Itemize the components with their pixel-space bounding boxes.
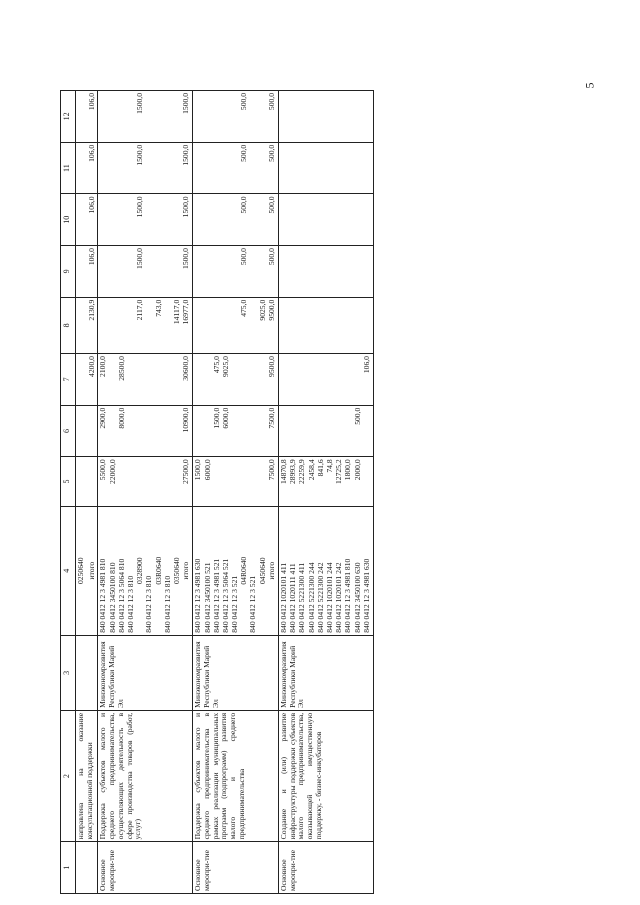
total-value: 500,0 [266, 248, 276, 266]
value-cell [193, 142, 279, 194]
total-value: 1500,0 [181, 93, 191, 114]
value-cell [193, 354, 279, 406]
total-value: 500,0 [266, 144, 276, 162]
code-line: 840 0412 12 3 810 [144, 575, 154, 633]
total-value: 1500,0 [181, 248, 191, 269]
value: 2100,0 [98, 356, 108, 377]
value-cell: 106,0 [76, 246, 98, 298]
header-cell: 9 [61, 246, 76, 298]
value: 14870,8 [279, 459, 288, 485]
value: 500,0 [239, 248, 249, 266]
header-cell: 6 [61, 405, 76, 457]
total-label: итого [87, 506, 98, 635]
code-line: 840 0412 12 3 810 [126, 575, 135, 633]
code-line: 03R0640 [153, 556, 163, 585]
total-value: 1500,0 [181, 144, 191, 166]
code-line: 840 0412 12 3 810 [162, 575, 172, 633]
code-line: 840 0412 12 3 5064 810 [116, 558, 126, 633]
total-value: 9500,0 [266, 299, 276, 321]
value-cell [279, 405, 374, 457]
value: 500,0 [239, 144, 249, 162]
value: 1500,0 [135, 196, 145, 218]
measure-name: направлена на оказание консультационной поддержки [76, 710, 98, 841]
total-value: 27500,0 [181, 459, 191, 485]
budget-table [60, 90, 374, 894]
code-line: 840 0412 12 3 5064 521 [220, 558, 230, 633]
code-line: 840 0412 12 3 4981 810 [98, 558, 108, 633]
value-cell: 106,0 [76, 142, 98, 194]
code-line: 840 0412 5221300 242 [315, 562, 325, 633]
code-line: 840 0412 5221300 411 [297, 562, 307, 633]
value: 12725,2 [334, 459, 344, 485]
value-cell: 106,0 [76, 194, 98, 246]
value: 743,0 [153, 299, 163, 317]
value: 9025,0 [220, 356, 230, 377]
code-list [193, 506, 279, 635]
header-cell: 3 [61, 635, 76, 710]
value: 1500,0 [135, 93, 145, 114]
header-cell: 5 [61, 457, 76, 506]
value: 28500,0 [116, 356, 126, 381]
value: 1500,0 [193, 459, 203, 481]
total-value: 7500,0 [266, 407, 276, 429]
value: 6000,0 [220, 407, 230, 429]
table-row [279, 91, 374, 894]
value: 22000,0 [107, 459, 117, 485]
code-line: 0450640 [257, 557, 267, 584]
code-line: 0328900 [135, 557, 145, 584]
executor: Минэкономразвития Республики Марий Эл [193, 635, 279, 710]
code-line: 840 0412 1020101 244 [324, 562, 334, 633]
code-line: 04R0640 [239, 556, 249, 585]
header-row [61, 91, 76, 894]
value: 475,0 [239, 299, 249, 317]
measure-name: Создание и (или) развитие инфраструктуры поддержки субъектов малого предпринимательства, оказывающей имущественную поддержку, - бизнес-инкубаторов [279, 710, 374, 841]
measure-name: Поддержка субъектов малого и среднего предпринимательства, осуществляющих деятельность в сфере производства товаров (работ, услуг) [98, 710, 193, 841]
value: 9025,0 [257, 299, 267, 321]
code-line: 840 0412 12 3 521 [248, 575, 258, 633]
value-cell [193, 457, 279, 506]
code-line: 840 0412 12 3 4981 521 [211, 558, 221, 633]
total-label: итого [266, 561, 276, 580]
measure-kind: Основное меропри-тие [98, 842, 193, 894]
value-cell [98, 354, 193, 406]
value: 8000,0 [116, 407, 126, 429]
value-cell [279, 354, 374, 406]
code-line: 840 0412 3450100 630 [352, 562, 362, 633]
value-cell [98, 457, 193, 506]
value: 500,0 [239, 196, 249, 214]
header-cell: 12 [61, 91, 76, 143]
header-cell: 10 [61, 194, 76, 246]
header-cell: 8 [61, 297, 76, 353]
value: 2900,0 [98, 407, 108, 429]
code-line: 840 0412 12 3 4981 630 [193, 558, 203, 633]
measure-kind: Основное меропри-тие [193, 842, 279, 894]
value-cell [193, 246, 279, 298]
code-list [98, 506, 193, 635]
code-line: 840 0412 12 3 521 [230, 575, 240, 633]
value: 2458,4 [306, 459, 316, 481]
value: 28993,9 [288, 459, 298, 485]
code-line: 0350640 [171, 557, 181, 584]
header-cell: 4 [61, 506, 76, 635]
total-label: итого [181, 561, 191, 580]
value: 500,0 [352, 407, 362, 425]
total-value: 9500,0 [266, 356, 276, 377]
code-list [279, 506, 374, 635]
value-cell: 4200,0 [76, 354, 98, 406]
value-cell [193, 297, 279, 353]
value-cell [193, 194, 279, 246]
value-cell: 106,0 [76, 91, 98, 143]
value-cell [98, 91, 193, 143]
value-cell [98, 246, 193, 298]
value: 1500,0 [135, 248, 145, 269]
value: 1500,0 [211, 407, 221, 429]
header-cell: 11 [61, 142, 76, 194]
value: 14117,0 [171, 299, 181, 325]
value: 841,6 [315, 459, 325, 477]
header-cell: 7 [61, 354, 76, 406]
code-line: 840 0412 12 3 4981 810 [343, 558, 353, 633]
value-cell [98, 194, 193, 246]
value: 475,0 [211, 356, 221, 374]
value: 74,8 [324, 459, 334, 473]
table-row [76, 91, 87, 894]
header-cell: 2 [61, 710, 76, 841]
value: 22259,9 [297, 459, 307, 485]
total-value: 10900,0 [181, 407, 191, 433]
total-value: 500,0 [266, 196, 276, 214]
measure-kind: Основное меропри-тие [279, 842, 374, 894]
code-line: 840 0412 3450100 810 [107, 562, 117, 633]
table-row [193, 91, 279, 894]
total-value: 16977,0 [181, 299, 191, 325]
rotated-table-sheet [60, 90, 512, 894]
executor: Минэкономразвития Республики Марий Эл [279, 635, 374, 710]
value-cell [98, 297, 193, 353]
value-cell [193, 405, 279, 457]
value-cell [279, 457, 374, 506]
executor: Минэкономразвития Республики Марий Эл [98, 635, 193, 710]
code-line: 840 0412 1020111 411 [288, 563, 298, 633]
code-line: 840 0412 1020101 411 [279, 562, 288, 633]
code-line: 840 0412 3450100 521 [202, 562, 212, 633]
value: 106,0 [361, 356, 371, 374]
code-line: 840 0412 12 3 4981 630 [361, 558, 371, 633]
value-cell: 2130,9 [76, 297, 98, 353]
table-row [98, 91, 193, 894]
value: 5500,0 [98, 459, 108, 481]
value: 1500,0 [135, 144, 145, 166]
value-cell [98, 405, 193, 457]
value-cell [193, 91, 279, 143]
value: 500,0 [239, 93, 249, 111]
total-value: 1500,0 [181, 196, 191, 218]
code-line: 840 0412 5221300 244 [306, 562, 316, 633]
page-number: 5 [582, 82, 597, 89]
code-line: 840 0412 1020101 242 [334, 562, 344, 633]
measure-name: Поддержка субъектов малого и среднего предпринимательства в рамках реализации муниципальных программ (подпрограмм) развития малого и среднего предпринимательства [193, 710, 279, 841]
header-cell: 1 [61, 842, 76, 894]
total-value: 500,0 [266, 93, 276, 111]
budget-code: 0250640 [76, 506, 87, 635]
value-cell [98, 142, 193, 194]
total-value: 30600,0 [181, 356, 191, 381]
total-value: 7500,0 [266, 459, 276, 481]
value: 2000,0 [352, 459, 362, 481]
value: 2117,0 [135, 299, 145, 321]
value: 6000,0 [202, 459, 212, 481]
value: 1800,0 [343, 459, 353, 481]
